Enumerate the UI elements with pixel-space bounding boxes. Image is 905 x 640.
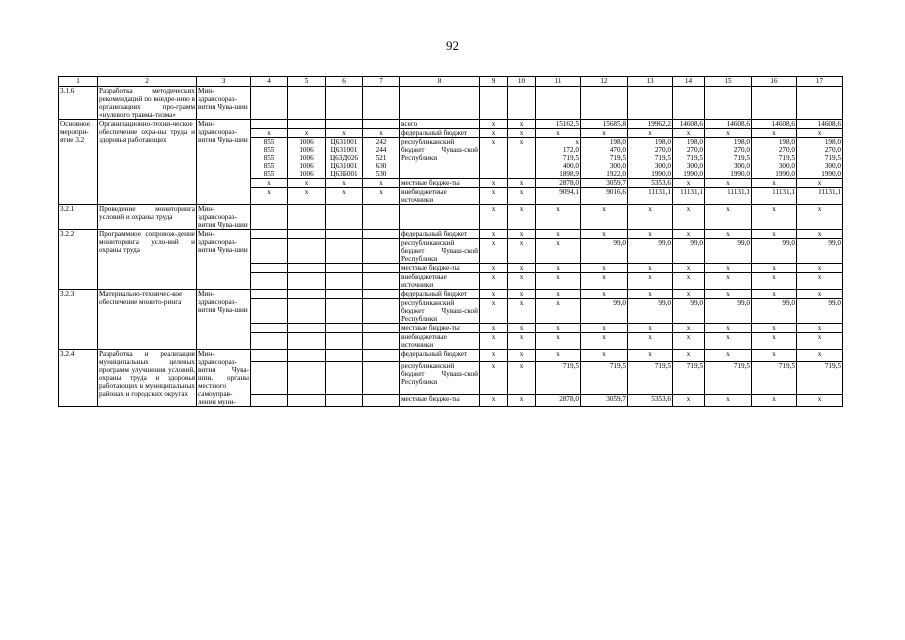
budget-value: x [581, 264, 628, 273]
budget-value: x [536, 273, 581, 290]
column-number: 14 [673, 77, 705, 87]
budget-value: x [581, 290, 628, 299]
budget-value: x [673, 333, 705, 350]
measure-executor: Мин-здравсоораз-вития Чува-шии, органы местного самоуправ-ления муни- [198, 350, 249, 406]
code-cell: x [480, 188, 508, 205]
code-cell: x [480, 273, 508, 290]
budget-value: x [536, 239, 581, 264]
table-row [59, 350, 843, 362]
classification-code [251, 290, 288, 299]
budget-value: x [673, 324, 705, 333]
budget-value: x [536, 324, 581, 333]
column-number: 4 [251, 77, 288, 87]
code-cell: x [480, 205, 508, 230]
classification-code [288, 120, 326, 129]
classification-code [251, 264, 288, 273]
code-cell: x [480, 350, 508, 362]
funding-source: всего [400, 120, 480, 129]
budget-value: x [581, 350, 628, 362]
column-number: 8 [400, 77, 480, 87]
budget-value: 11131,1 [673, 188, 705, 205]
classification-code [251, 361, 288, 394]
column-number: 11 [536, 77, 581, 87]
funding-source: федеральный бюджет [400, 129, 480, 138]
classification-code [251, 120, 288, 129]
budget-value: x [797, 129, 843, 138]
budget-value: x [536, 230, 581, 239]
code-cell: x [508, 120, 536, 129]
classification-code [251, 350, 288, 362]
budget-value: x [581, 324, 628, 333]
classification-code: Ц631001 Ц631001 Ц63Д026 Ц631001 Ц63Б001 [326, 138, 363, 179]
measure-name: Проведение мониторинга условий и охраны труда [98, 205, 197, 230]
code-cell: x [508, 230, 536, 239]
budget-value: 5353,6 [628, 179, 673, 188]
budget-value: 99,0 [797, 239, 843, 264]
funding-source: внебюджетные источники [400, 273, 480, 290]
measure-name: Организационно-техни-ческое обеспечение охра-ны труда и здоровья работающих [98, 120, 197, 205]
budget-value: 99,0 [673, 299, 705, 324]
budget-value: x [752, 129, 797, 138]
budget-value: x [705, 350, 752, 362]
code-cell: x [480, 264, 508, 273]
budget-value: 15162,5 [536, 120, 581, 129]
budget-value: x [628, 230, 673, 239]
budget-value: 14608,6 [752, 120, 797, 129]
budget-value: x [673, 230, 705, 239]
measure-code: 3.2.1 [59, 205, 98, 230]
budget-value: 3059,7 [581, 395, 628, 407]
budget-value: 198,0 270,0 719,5 300,0 1990,0 [752, 138, 797, 179]
budget-value: 9016,6 [581, 188, 628, 205]
budget-value: x [797, 264, 843, 273]
measure-executor: Мин-здравсоораз-вития Чува-шии [197, 87, 251, 120]
budget-value: 719,5 [628, 361, 673, 394]
budget-value: x [705, 333, 752, 350]
measure-code: 3.1.6 [59, 87, 98, 120]
budget-value: x [705, 273, 752, 290]
classification-code [288, 361, 326, 394]
code-cell: x [508, 205, 536, 230]
budget-value: x [673, 395, 705, 407]
budget-value: x [797, 333, 843, 350]
code-cell: x [480, 120, 508, 129]
code-cell: x [508, 324, 536, 333]
classification-code [251, 205, 288, 230]
budget-value: x [536, 299, 581, 324]
classification-code: x [251, 129, 288, 138]
classification-code [326, 264, 363, 273]
column-number: 7 [363, 77, 400, 87]
code-cell: x [508, 188, 536, 205]
classification-code [288, 324, 326, 333]
code-cell: x [508, 264, 536, 273]
budget-value: x [797, 324, 843, 333]
budget-value: 99,0 [581, 299, 628, 324]
classification-code [326, 290, 363, 299]
code-cell: x [508, 290, 536, 299]
budget-value: 198,0 270,0 719,5 300,0 1990,0 [705, 138, 752, 179]
funding-source: местные бюдже-ты [400, 324, 480, 333]
classification-code: 855 855 855 855 855 [251, 138, 288, 179]
budget-value: 719,5 [797, 361, 843, 394]
empty-cell [508, 87, 536, 120]
empty-cell [400, 87, 480, 120]
classification-code [326, 361, 363, 394]
budget-value: x [797, 395, 843, 407]
budget-value: x [797, 179, 843, 188]
budget-value: x [673, 179, 705, 188]
classification-code [288, 230, 326, 239]
budget-value: 99,0 [628, 239, 673, 264]
classification-code [288, 333, 326, 350]
code-cell: x [480, 239, 508, 264]
code-cell: x [480, 333, 508, 350]
code-cell: x [508, 361, 536, 394]
budget-value: x [628, 324, 673, 333]
empty-cell [797, 87, 843, 120]
classification-code: x [288, 188, 326, 205]
budget-value: x [536, 350, 581, 362]
budget-value: x [628, 273, 673, 290]
classification-code [251, 324, 288, 333]
empty-cell [581, 87, 628, 120]
classification-code [363, 361, 400, 394]
empty-cell [705, 87, 752, 120]
budget-value: x [673, 264, 705, 273]
budget-value: x [752, 205, 797, 230]
empty-cell [673, 87, 705, 120]
classification-code [363, 333, 400, 350]
measure-name: Программное сопровож-дение мониторинга усло-вий и охраны труда [98, 230, 197, 290]
budget-value: 99,0 [797, 299, 843, 324]
empty-cell [480, 87, 508, 120]
classification-code: x [363, 188, 400, 205]
budget-value: 5353,6 [628, 395, 673, 407]
measure-executor: Мин-здравсоораз-вития Чува-шии [197, 120, 251, 205]
budget-value: 719,5 [752, 361, 797, 394]
classification-code [363, 299, 400, 324]
budget-value: x [752, 290, 797, 299]
budget-value: x [752, 333, 797, 350]
classification-code [326, 324, 363, 333]
funding-source: местные бюдже-ты [400, 395, 480, 407]
classification-code [326, 205, 363, 230]
funding-source: республиканский бюджет Чуваш-ской Республики [401, 239, 478, 263]
budget-value: x [752, 179, 797, 188]
classification-code: x [363, 129, 400, 138]
classification-code: 1006 1006 1006 1006 1006 [288, 138, 326, 179]
classification-code: x [288, 129, 326, 138]
classification-code [326, 333, 363, 350]
classification-code [288, 290, 326, 299]
budget-value: x [581, 129, 628, 138]
budget-value: 198,0 470,0 719,5 300,0 1922,0 [581, 138, 628, 179]
budget-value: x [797, 350, 843, 362]
column-number: 1 [59, 77, 98, 87]
funding-source: внебюджетные источники [400, 333, 480, 350]
classification-code [251, 239, 288, 264]
budget-value: x [673, 205, 705, 230]
budget-value: 719,5 [705, 361, 752, 394]
funding-source: местные бюдже-ты [400, 179, 480, 188]
budget-value: x [536, 129, 581, 138]
classification-code: x [326, 129, 363, 138]
column-number: 3 [197, 77, 251, 87]
code-cell: x [480, 361, 508, 394]
classification-code: x [251, 179, 288, 188]
column-number: 13 [628, 77, 673, 87]
empty-cell [251, 87, 288, 120]
funding-source: республиканский бюджет Чуваш-ской Республики [401, 299, 478, 323]
column-number-row [59, 77, 843, 87]
classification-code [363, 120, 400, 129]
table-row [59, 205, 843, 230]
measure-code: 3.2.2 [59, 230, 98, 290]
funding-source: республиканский бюджет Чуваш-ской Республики [400, 138, 480, 179]
budget-value: x [797, 230, 843, 239]
code-cell: x [508, 138, 536, 179]
budget-value: x [673, 350, 705, 362]
budget-value: x [628, 333, 673, 350]
budget-value: x [797, 205, 843, 230]
code-cell: x [508, 350, 536, 362]
classification-code [363, 239, 400, 264]
table-row [59, 230, 843, 239]
classification-code [326, 299, 363, 324]
measure-code: 3.2.4 [59, 350, 98, 407]
classification-code [251, 273, 288, 290]
empty-cell [628, 87, 673, 120]
code-cell: x [508, 179, 536, 188]
table-row [59, 120, 843, 129]
budget-value: 3059,7 [581, 179, 628, 188]
budget-value: 11131,1 [628, 188, 673, 205]
budget-value: x 172,0 719,5 400,0 1898,9 [536, 138, 581, 179]
code-cell: x [508, 239, 536, 264]
column-number: 6 [326, 77, 363, 87]
budget-value: 2878,0 [536, 395, 581, 407]
classification-code [363, 350, 400, 362]
funding-source: федеральный бюджет [400, 290, 480, 299]
budget-value: x [705, 179, 752, 188]
code-cell: x [480, 395, 508, 407]
empty-cell [363, 87, 400, 120]
code-cell: x [480, 324, 508, 333]
code-cell: x [480, 230, 508, 239]
budget-value: 11131,1 [752, 188, 797, 205]
classification-code [363, 290, 400, 299]
measure-code: Основное меропри-ятие 3.2 [59, 120, 98, 205]
budget-value: x [752, 230, 797, 239]
budget-value: 19962,2 [628, 120, 673, 129]
classification-code: x [326, 188, 363, 205]
code-cell: x [480, 299, 508, 324]
budget-value: x [536, 333, 581, 350]
funding-source: федеральный бюджет [400, 230, 480, 239]
budget-value: x [752, 273, 797, 290]
page-number: 92 [446, 38, 459, 53]
budget-value: 719,5 [673, 361, 705, 394]
column-number: 15 [705, 77, 752, 87]
budget-value: 99,0 [628, 299, 673, 324]
budget-value: x [797, 290, 843, 299]
budget-value: 99,0 [581, 239, 628, 264]
code-cell: x [480, 138, 508, 179]
classification-code [251, 299, 288, 324]
budget-table [58, 76, 843, 407]
classification-code [288, 205, 326, 230]
funding-source: местные бюдже-ты [400, 264, 480, 273]
classification-code [326, 395, 363, 407]
classification-code: 242 244 521 630 530 [363, 138, 400, 179]
measure-executor: Мин-здравсоораз-вития Чува-шии [197, 290, 251, 350]
budget-value: 719,5 [581, 361, 628, 394]
budget-value: 9094,1 [536, 188, 581, 205]
classification-code [326, 120, 363, 129]
classification-code [363, 205, 400, 230]
budget-value: x [581, 333, 628, 350]
empty-cell [288, 87, 326, 120]
classification-code [363, 230, 400, 239]
classification-code [363, 395, 400, 407]
budget-value: x [581, 230, 628, 239]
classification-code [326, 239, 363, 264]
budget-value: x [752, 264, 797, 273]
budget-value: x [705, 129, 752, 138]
budget-value: 99,0 [705, 299, 752, 324]
budget-value: 14608,6 [797, 120, 843, 129]
code-cell: x [508, 273, 536, 290]
column-number: 9 [480, 77, 508, 87]
measure-executor: Мин-здравсоораз-вития Чува-шии [197, 205, 251, 230]
classification-code [363, 264, 400, 273]
classification-code: x [363, 179, 400, 188]
budget-value: 198,0 270,0 719,5 300,0 1990,0 [673, 138, 705, 179]
classification-code [251, 395, 288, 407]
code-cell: x [508, 299, 536, 324]
budget-value: x [581, 273, 628, 290]
column-number: 17 [797, 77, 843, 87]
budget-value: 15685,8 [581, 120, 628, 129]
empty-cell [752, 87, 797, 120]
classification-code [363, 273, 400, 290]
code-cell: x [508, 333, 536, 350]
budget-value: x [752, 395, 797, 407]
budget-value: 11131,1 [705, 188, 752, 205]
code-cell: x [480, 129, 508, 138]
column-number: 16 [752, 77, 797, 87]
measure-name: Материально-техничес-кое обеспечение монито-ринга [98, 290, 197, 350]
classification-code [326, 230, 363, 239]
column-number: 2 [98, 77, 197, 87]
classification-code [288, 299, 326, 324]
column-number: 12 [581, 77, 628, 87]
budget-value: x [797, 273, 843, 290]
code-cell: x [480, 290, 508, 299]
funding-source: федеральный бюджет [400, 350, 480, 362]
budget-value: x [628, 350, 673, 362]
budget-value: x [536, 290, 581, 299]
classification-code [363, 324, 400, 333]
budget-value: x [536, 264, 581, 273]
code-cell: x [480, 179, 508, 188]
budget-value: x [705, 395, 752, 407]
column-number: 10 [508, 77, 536, 87]
funding-source: внебюджетные источники [400, 188, 480, 205]
classification-code [288, 273, 326, 290]
budget-value: x [705, 324, 752, 333]
budget-value: x [673, 273, 705, 290]
budget-value: 2878,0 [536, 179, 581, 188]
budget-value: 198,0 270,0 719,5 300,0 1990,0 [628, 138, 673, 179]
classification-code [326, 350, 363, 362]
budget-value: 11131,1 [797, 188, 843, 205]
measure-name: Разработка методических рекомендаций по внедре-нию в организациях про-грамм «нулевого травма-тизма» [99, 87, 195, 119]
funding-source: республиканский бюджет Чуваш-ской Республики [400, 361, 480, 394]
budget-value: 719,5 [536, 361, 581, 394]
budget-value: 99,0 [705, 239, 752, 264]
classification-code [251, 230, 288, 239]
budget-value: 99,0 [673, 239, 705, 264]
budget-value: 99,0 [752, 239, 797, 264]
budget-value: x [628, 129, 673, 138]
budget-value: x [536, 205, 581, 230]
table-row [59, 87, 843, 120]
table-row [59, 290, 843, 299]
classification-code [288, 395, 326, 407]
budget-value: x [752, 324, 797, 333]
classification-code [288, 350, 326, 362]
budget-value: 99,0 [752, 299, 797, 324]
measure-name: Разработка и реализация муниципальных целевых программ улучшения условий, охраны труда и здоровья работающих в муниципальных районах и городских округах [98, 350, 197, 407]
code-cell: x [508, 395, 536, 407]
budget-value: x [705, 264, 752, 273]
empty-cell [326, 87, 363, 120]
budget-value: 198,0 270,0 719,5 300,0 1990,0 [797, 138, 843, 179]
classification-code: x [251, 188, 288, 205]
column-number: 5 [288, 77, 326, 87]
measure-code: 3.2.3 [59, 290, 98, 350]
classification-code: x [288, 179, 326, 188]
budget-value: 14608,6 [705, 120, 752, 129]
budget-value: x [705, 205, 752, 230]
budget-value: x [628, 290, 673, 299]
budget-value: x [673, 129, 705, 138]
classification-code [251, 333, 288, 350]
funding-source [400, 205, 480, 230]
measure-executor: Мин-здравсоораз-вития Чува-шии [197, 230, 251, 290]
budget-value: x [628, 264, 673, 273]
classification-code: x [326, 179, 363, 188]
budget-value: x [581, 205, 628, 230]
classification-code [288, 264, 326, 273]
code-cell: x [508, 129, 536, 138]
empty-cell [536, 87, 581, 120]
budget-value: x [673, 290, 705, 299]
budget-value: x [752, 350, 797, 362]
budget-value: x [628, 205, 673, 230]
budget-value: 14608,6 [673, 120, 705, 129]
classification-code [326, 273, 363, 290]
classification-code [288, 239, 326, 264]
budget-value: x [705, 290, 752, 299]
budget-value: x [705, 230, 752, 239]
